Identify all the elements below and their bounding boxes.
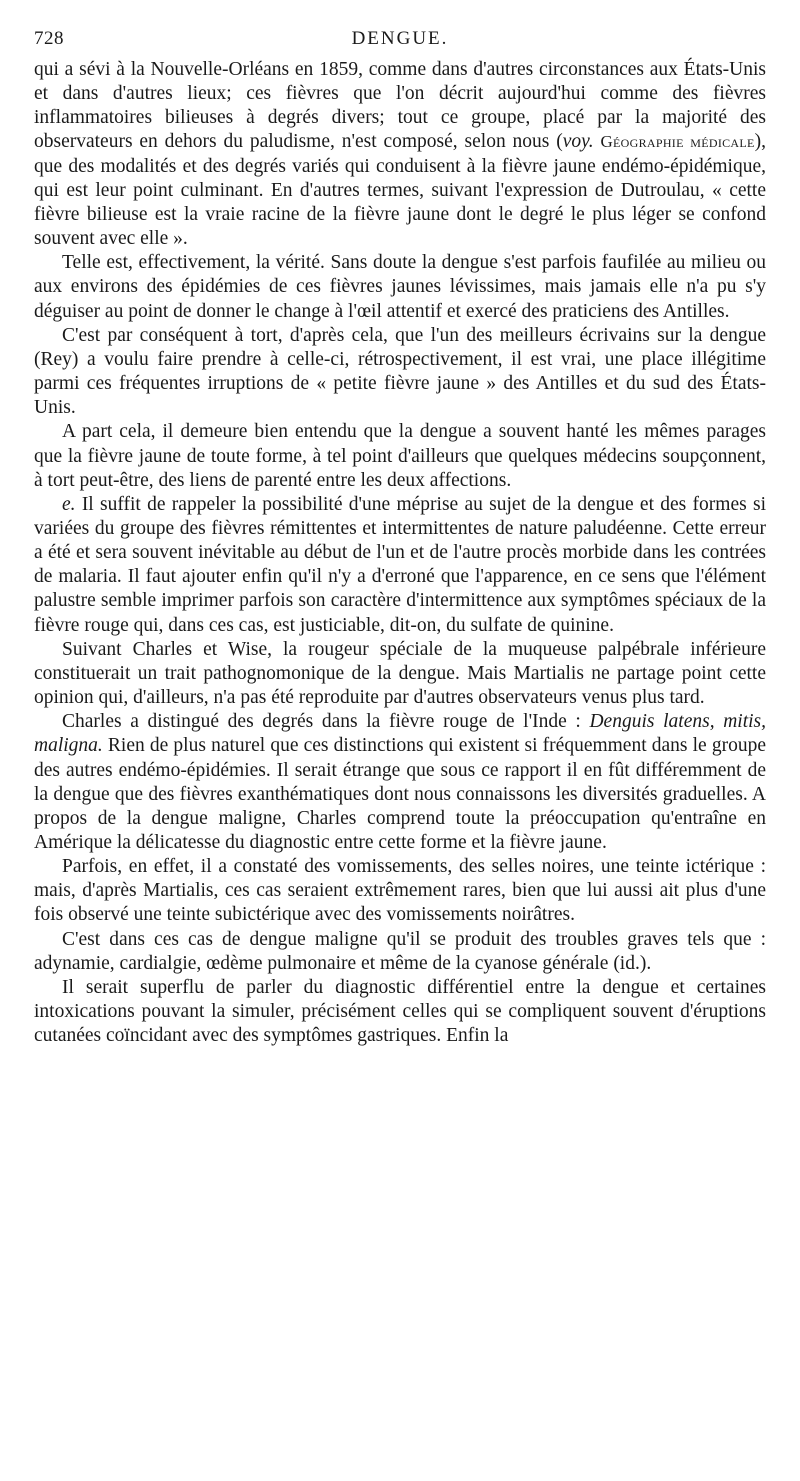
- paragraph-p9: [34, 928, 766, 976]
- text-run: voy.: [562, 131, 594, 153]
- paragraph-p3: [34, 324, 766, 421]
- text-run: Il serait superflu de parler du diagnostic différentiel entre la dengue et certaines intoxications pouvant la simuler, précisément celles qui se compliquent souvent d'éruptions cutanées coïncidant avec des symptômes gastriques. Enfin la: [34, 976, 766, 1047]
- text-run: C'est par conséquent à tort, d'après cela, que l'un des meilleurs écrivains sur la dengue (Rey) a voulu faire prendre à celle-ci, rétrospectivement, il est vrai, une place illégitime parmi ces fréquentes irruptions de « petite fièvre jaune » des Antilles et du sud des États-Unis.: [34, 324, 766, 419]
- running-title: DENGUE.: [351, 28, 449, 49]
- text-run: C'est dans ces cas de dengue maligne qu'il se produit des troubles graves tels que : adynamie, cardialgie, œdème pulmonaire et même de la cyanose générale (id.).: [34, 928, 766, 974]
- text-run: Charles a distingué des degrés dans la fièvre rouge de l'Inde :: [62, 711, 590, 733]
- paragraph-p4: [34, 420, 766, 492]
- text-run: Denguis latens, mitis, maligna.: [34, 711, 767, 757]
- page-header: [34, 28, 766, 58]
- paragraph-p10: [34, 976, 766, 1048]
- page-number: 728: [34, 28, 64, 49]
- paragraph-p6: [34, 638, 766, 710]
- text-run: Telle est, effectivement, la vérité. Sans doute la dengue s'est parfois faufilée au milieu ou aux environs des épidémies de ces fièvres jaunes lévissimes, mais jamais elle n'a pu s'y déguiser au point de donner le change à l'œil attentif et exercé des praticiens des Antilles.: [34, 252, 766, 322]
- text-run: Suivant Charles et Wise, la rougeur spéciale de la muqueuse palpébrale inférieure constituerait un trait pathognomonique de la dengue. Mais Martialis ne partage point cette opinion qui, d'ailleurs, n'a pas été reproduite par d'autres observateurs venus plus tard.: [34, 638, 766, 709]
- text-run: Géographie médicale: [600, 132, 755, 152]
- paragraph-p1: [34, 58, 766, 251]
- paragraph-p7: [34, 710, 766, 855]
- body-text: [34, 58, 766, 1048]
- text-run: e.: [62, 493, 76, 515]
- text-run: ), que des modalités et des degrés variés qui conduisent à la fièvre jaune endémo-épidémique, qui est leur point culminant. En d'autres termes, suivant l'expression de Dutroulau, « cette fièvre bilieuse est la vraie racine de la fièvre jaune dont le degré le plus léger se confond souvent avec elle ».: [34, 131, 767, 250]
- text-run: Parfois, en effet, il a constaté des vomissements, des selles noires, une teinte ictérique : mais, d'après Martialis, ces cas seraient extrêmement rares, bien que lui aussi ait plus d'une fois observé une teinte subictérique avec des vomissements noirâtres.: [34, 856, 766, 926]
- text-run: qui a sévi à la Nouvelle-Orléans en 1859, comme dans d'autres circonstances aux États-Unis et dans d'autres lieux; ces fièvres que l'on décrit aujourd'hui comme des fièvres inflammatoires bilieuses à degrés divers; tout ce groupe, placé par la majorité des observateurs en dehors du paludisme, n'est composé, selon nous (: [34, 59, 766, 153]
- paragraph-p8: [34, 855, 766, 927]
- paragraph-p5: [34, 493, 766, 638]
- paragraph-p2: [34, 251, 766, 323]
- text-run: Il suffit de rappeler la possibilité d'une méprise au sujet de la dengue et des formes si variées du groupe des fièvres rémittentes et intermittentes de nature paludéenne. Cette erreur a été et sera souvent inévitable au début de l'un et de l'autre procès morbide dans les contrées de malaria. Il faut ajouter enfin qu'il n'y a d'erroné que l'apparence, en ce sens que l'élément palustre semble imprimer parfois son caractère d'intermittence aux symptômes spéciaux de la fièvre rouge qui, dans ces cas, est justiciable, dit-on, du sulfate de quinine.: [34, 493, 766, 636]
- text-run: A part cela, il demeure bien entendu que la dengue a souvent hanté les mêmes parages que la fièvre jaune de toute forme, à tel point d'ailleurs que quelques médecins soupçonnent, à tort peut-être, des liens de parenté entre les deux affections.: [34, 421, 766, 491]
- text-run: Rien de plus naturel que ces distinctions qui existent si fréquemment dans le groupe des autres endémo-épidémies. Il serait étrange que sous ce rapport il en fût différemment de la dengue que des fièvres exanthématiques dont nous connaissons les diversités graduelles. A propos de la dengue maligne, Charles comprend toute la préoccupation qu'entraîne en Amérique la délicatesse du diagnostic entre cette forme et la fièvre jaune.: [34, 735, 766, 853]
